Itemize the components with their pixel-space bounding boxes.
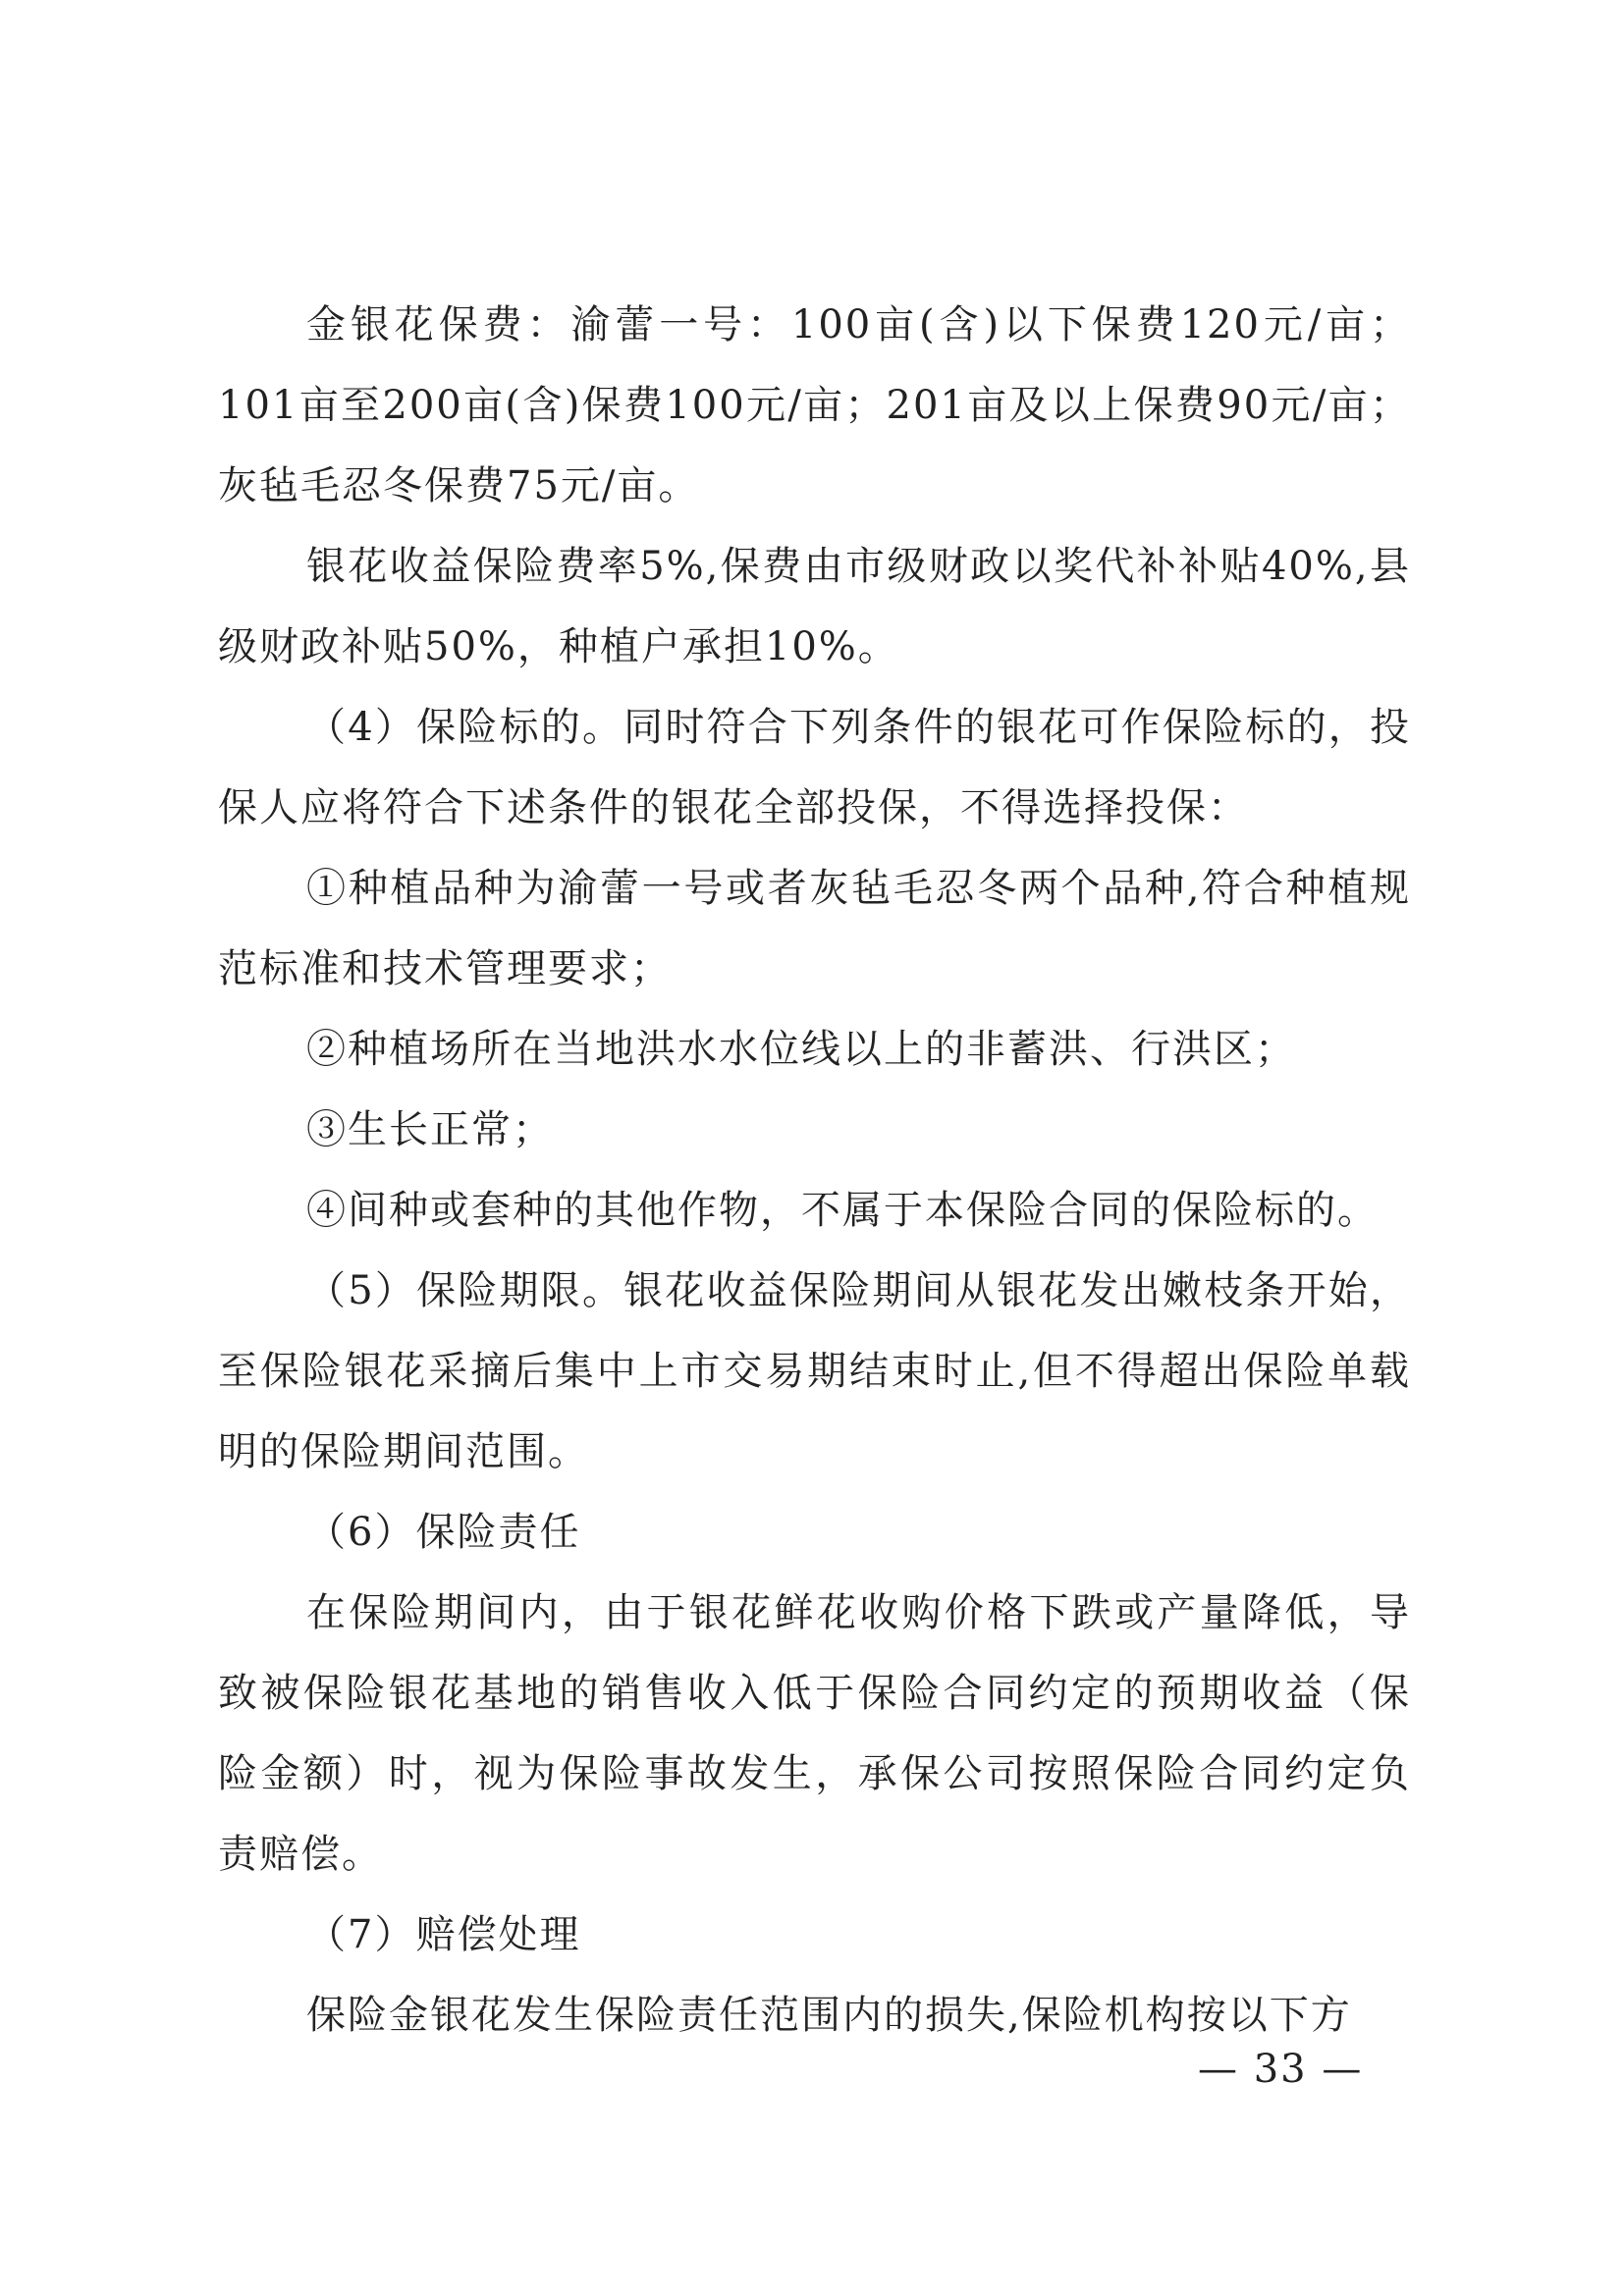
section-heading-liability: （6）保险责任 bbox=[306, 1510, 581, 1555]
compensation-paragraph: 保险金银花发生保险责任范围内的损失,保险机构按以下方 bbox=[306, 1993, 1352, 2038]
condition-item-3: ③生长正常； bbox=[306, 1107, 554, 1152]
liability-paragraph: 在保险期间内，由于银花鲜花收购价格下跌或产量降低，导致被保险银花基地的销售收入低于保险合同约定的预期收益（保险金额）时，视为保险事故发生，承保公司按照保险合同约定负责赔偿。 bbox=[218, 1590, 1411, 1877]
condition-item-2: ②种植场所在当地洪水水位线以上的非蓄洪、行洪区； bbox=[306, 1027, 1296, 1072]
insurance-period-paragraph: （5）保险期限。银花收益保险期间从银花发出嫩枝条开始，至保险银花采摘后集中上市交易期结束时止,但不得超出保险单载明的保险期间范围。 bbox=[218, 1268, 1411, 1474]
premium-rate-paragraph: 银花收益保险费率5%,保费由市级财政以奖代补补贴40%,县级财政补贴50%，种植户承担10%。 bbox=[218, 544, 1411, 669]
insured-subject-paragraph: （4）保险标的。同时符合下列条件的银花可作保险标的，投保人应将符合下述条件的银花全部投保，不得选择投保： bbox=[218, 705, 1411, 830]
document-body bbox=[218, 285, 1411, 2056]
condition-item-4: ④间种或套种的其他作物，不属于本保险合同的保险标的。 bbox=[306, 1188, 1379, 1233]
condition-item-1: ①种植品种为渝蕾一号或者灰毡毛忍冬两个品种,符合种植规范标准和技术管理要求； bbox=[218, 866, 1411, 991]
premium-paragraph: 金银花保费：渝蕾一号：100亩(含)以下保费120元/亩；101亩至200亩(含)保费100元/亩；201亩及以上保费90元/亩；灰毡毛忍冬保费75元/亩。 bbox=[218, 302, 1411, 508]
section-heading-compensation: （7）赔偿处理 bbox=[306, 1912, 581, 1957]
page-number: — 33 — bbox=[1198, 2047, 1364, 2092]
